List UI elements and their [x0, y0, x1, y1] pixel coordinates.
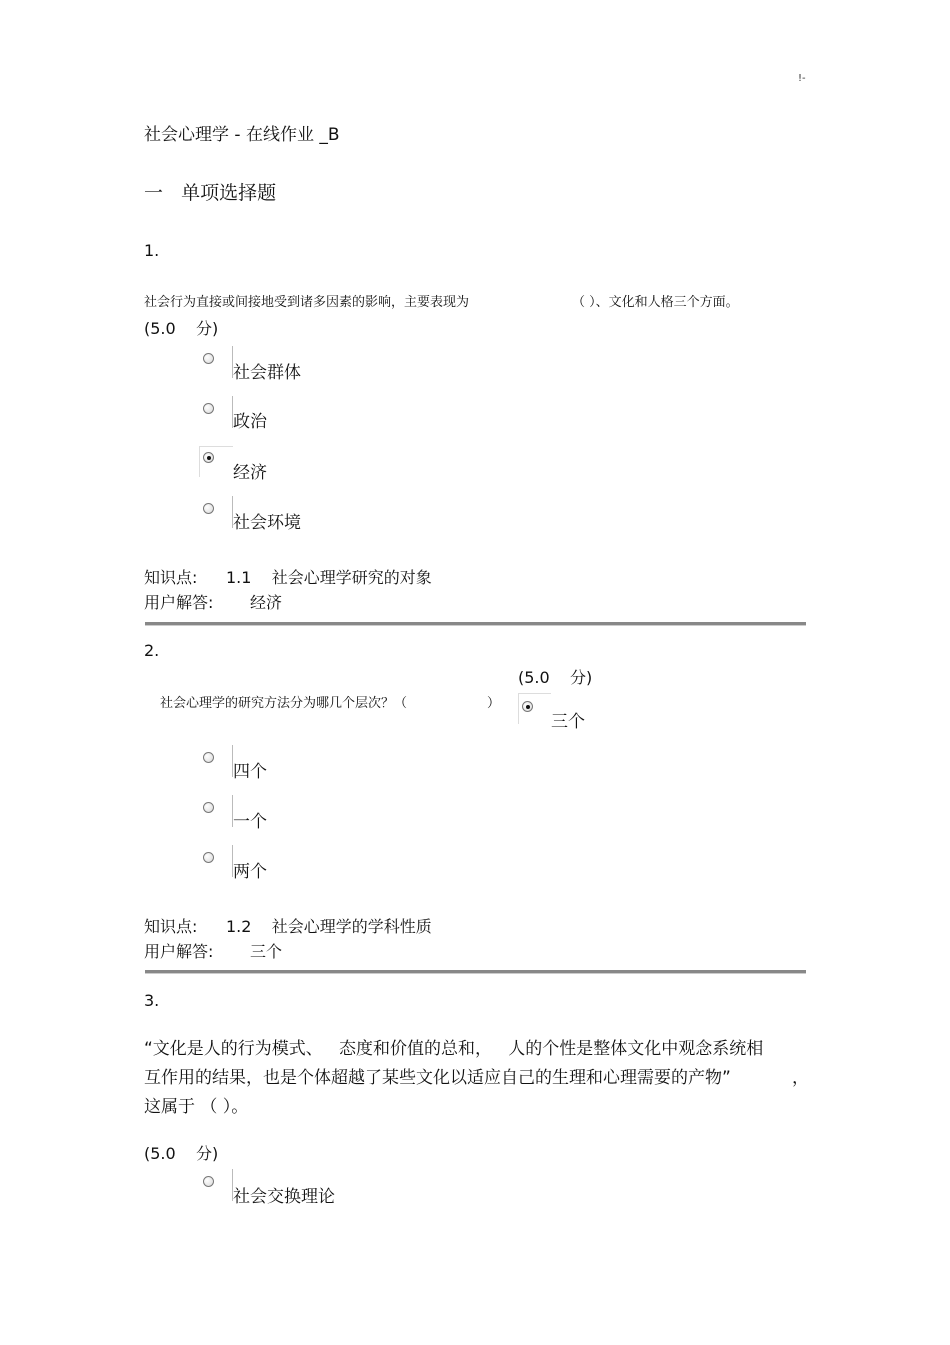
option-label: 四个: [233, 762, 267, 782]
question-number: 1.: [144, 241, 160, 260]
question-number: 2.: [144, 641, 160, 660]
question-stem: 社会行为直接或间接地受到诸多因素的影响，主要表现为: [144, 295, 470, 310]
option-label: 社会群体: [233, 363, 301, 383]
question-stem-tail: （ ）、文化和人格三个方面。: [572, 295, 739, 310]
knowledge-label: 知识点:: [144, 917, 198, 936]
question-stem-line: 这属于 （ ）。: [144, 1097, 249, 1117]
knowledge-label: 知识点:: [144, 568, 198, 587]
option-label: 经济: [233, 463, 267, 483]
radio-button[interactable]: [203, 353, 214, 364]
user-answer-value: 经济: [250, 593, 283, 612]
question-stem-comma: ，: [792, 1068, 809, 1088]
option-label: 两个: [233, 862, 267, 882]
knowledge-value: 1.2 社会心理学的学科性质: [226, 917, 432, 936]
question-separator: [145, 970, 806, 974]
radio-button[interactable]: [203, 403, 214, 414]
radio-button[interactable]: [203, 503, 214, 514]
document-title: 社会心理学 - 在线作业 _B: [144, 125, 340, 145]
radio-button[interactable]: [203, 1176, 214, 1187]
question-stem: 社会心理学的研究方法分为哪几个层次？（: [160, 696, 408, 711]
radio-button-checked[interactable]: [522, 701, 533, 712]
question-score: (5.0 分): [144, 1144, 219, 1163]
question-separator: [145, 622, 806, 626]
option-label: 社会交换理论: [233, 1187, 335, 1207]
radio-button[interactable]: [203, 802, 214, 813]
user-answer-label: 用户解答:: [144, 593, 214, 612]
option-label: 政治: [233, 412, 267, 432]
question-number: 3.: [144, 991, 160, 1010]
radio-button[interactable]: [203, 752, 214, 763]
question-score: (5.0 分): [518, 668, 593, 687]
user-answer-label: 用户解答:: [144, 942, 214, 961]
user-answer-value: 三个: [250, 942, 283, 961]
knowledge-value: 1.1 社会心理学研究的对象: [226, 568, 432, 587]
radio-button-checked[interactable]: [203, 452, 214, 463]
page-corner-mark: !-: [798, 73, 806, 84]
radio-button[interactable]: [203, 852, 214, 863]
question-stem-line: “文化是人的行为模式、 态度和价值的总和， 人的个性是整体文化中观念系统相: [144, 1039, 764, 1059]
section-heading: 一 单项选择题: [144, 182, 277, 204]
option-label: 三个: [551, 712, 585, 732]
option-label: 一个: [233, 812, 267, 832]
question-stem-tail: ）: [487, 696, 501, 711]
question-score: (5.0 分): [144, 319, 219, 338]
option-label: 社会环境: [233, 513, 301, 533]
question-stem-line: 互作用的结果，也是个体超越了某些文化以适应自己的生理和心理需要的产物”: [144, 1068, 731, 1088]
